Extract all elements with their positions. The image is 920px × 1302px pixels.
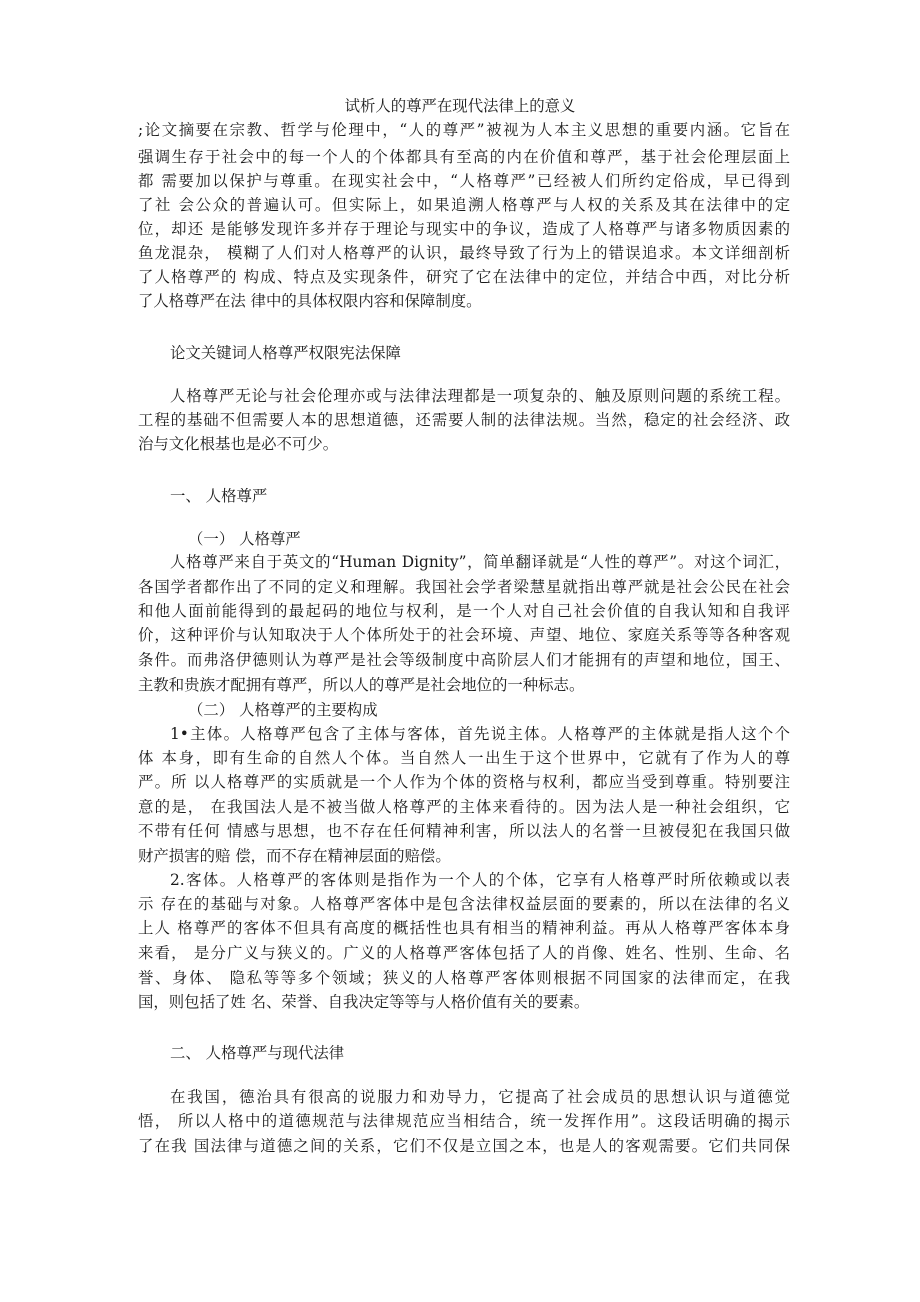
sub1-line: 主教和贵族才配拥有尊严，所以人的尊严是社会地位的一种标志。 — [138, 676, 585, 694]
section-heading-2: 二、 人格尊严与现代法律 — [170, 1044, 345, 1062]
sub1-line: 人格尊严来自于英文的“Human Dignity”，简单翻译就是“人性的尊严”。对这个词汇， — [170, 553, 790, 571]
sub2-line: 上人 格尊严的客体不但具有高度的概括性也具有相当的精神利益。再从人格尊严客体本身 — [138, 919, 790, 937]
sub2-line: 1•主体。人格尊严包含了主体与客体，首先说主体。人格尊严的主体就是指人这个个 — [170, 725, 790, 743]
sub2-line: 严。所 以人格尊严的实质就是一个人作为个体的资格与权利，都应当受到尊重。特别要注 — [138, 773, 790, 791]
subsection-heading-2: （二） 人格尊严的主要构成 — [188, 701, 378, 719]
sub2-line: 意的是， 在我国法人是不被当做人格尊严的主体来看待的。因为法人是一种社会组织，它 — [138, 798, 790, 816]
sub2-line: 誉、身体、 隐私等等多个领域；狭义的人格尊严客体则根据不同国家的法律而定，在我 — [138, 969, 790, 987]
abstract-line: 了社 会公众的普遍认可。但实际上，如果追溯人格尊严与人权的关系及其在法律中的定 — [138, 196, 790, 214]
abstract-line: 都 需要加以保护与尊重。在现实社会中，“人格尊严”已经被人们所约定俗成，早已得到 — [138, 172, 790, 190]
sub1-line: 条件。而弗洛伊德则认为尊严是社会等级制度中高阶层人们才能拥有的声望和地位，国王、 — [138, 651, 790, 669]
intro-line: 治与文化根基也是必不可少。 — [138, 435, 339, 453]
sub2-line: 财产损害的赔 偿，而不存在精神层面的赔偿。 — [138, 847, 451, 865]
sub1-line: 和他人面前能得到的最起码的地位与权利，是一个人对自己社会价值的自我认知和自我评 — [138, 602, 790, 620]
sub2-line: 来看， 是分广义与狭义的。广义的人格尊严客体包括了人的肖像、姓名、性别、生命、名 — [138, 944, 790, 962]
document-title: 试析人的尊严在现代法律上的意义 — [344, 97, 576, 115]
sub2-line: 国，则包括了姓 名、荣誉、自我决定等等与人格价值有关的要素。 — [138, 993, 590, 1011]
intro-line: 人格尊严无论与社会伦理亦或与法律法理都是一项复杂的、触及原则问题的系统工程。 — [170, 387, 790, 405]
subsection-heading-1: （一） 人格尊严 — [188, 530, 301, 548]
section2-line: 悟， 所以人格中的道德规范与法律规范应当相结合，统一发挥作用”。这段话明确的揭示 — [138, 1112, 790, 1130]
section-heading-1: 一、 人格尊严 — [170, 487, 268, 505]
sub2-line: 不带有任何 情感与思想，也不存在任何精神利害，所以法人的名誉一旦被侵犯在我国只做 — [138, 822, 790, 840]
abstract-line: 鱼龙混杂， 模糊了人们对人格尊严的认识，最终导致了行为上的错误追求。本文详细剖析 — [138, 244, 790, 262]
abstract-line: 强调生存于社会中的每一个人的个体都具有至高的内在价值和尊严，基于社会伦理层面上 — [138, 148, 790, 166]
sub2-line: 示 存在的基础与对象。人格尊严客体中是包含法律权益层面的要素的，所以在法律的名义 — [138, 895, 790, 913]
abstract-line: 位，却还 是能够发现许多并存于理论与现实中的争议，造成了人格尊严与诸多物质因素的 — [138, 220, 790, 238]
sub2-line: 体 本身，即有生命的自然人个体。当自然人一出生于这个世界中，它就有了作为人的尊 — [138, 749, 790, 767]
sub1-line: 各国学者都作出了不同的定义和理解。我国社会学者梁慧星就指出尊严就是社会公民在社会 — [138, 578, 790, 596]
sub1-line: 价，这种评价与认知取决于人个体所处于的社会环境、声望、地位、家庭关系等等各种客观 — [138, 626, 790, 644]
intro-line: 工程的基础不但需要人本的思想道德，还需要人制的法律法规。当然，稳定的社会经济、政 — [138, 411, 790, 429]
section2-line: 在我国，德治具有很高的说服力和劝导力，它提高了社会成员的思想认识与道德觉 — [170, 1088, 790, 1106]
abstract-line: 了人格尊严的 构成、特点及实现条件，研究了它在法律中的定位，并结合中西，对比分析 — [138, 268, 790, 286]
abstract-line: 了人格尊严在法 律中的具体权限内容和保障制度。 — [138, 292, 482, 310]
section2-line: 了在我 国法律与道德之间的关系，它们不仅是立国之本，也是人的客观需要。它们共同保 — [138, 1137, 790, 1155]
keywords-line: 论文关键词人格尊严权限宪法保障 — [170, 344, 401, 362]
sub2-line: 2.客体。人格尊严的客体则是指作为一个人的个体，它享有人格尊严时所依赖或以表 — [170, 871, 790, 889]
abstract-line: ;论文摘要在宗教、哲学与伦理中，“人的尊严”被视为人本主义思想的重要内涵。它旨在 — [138, 121, 790, 139]
